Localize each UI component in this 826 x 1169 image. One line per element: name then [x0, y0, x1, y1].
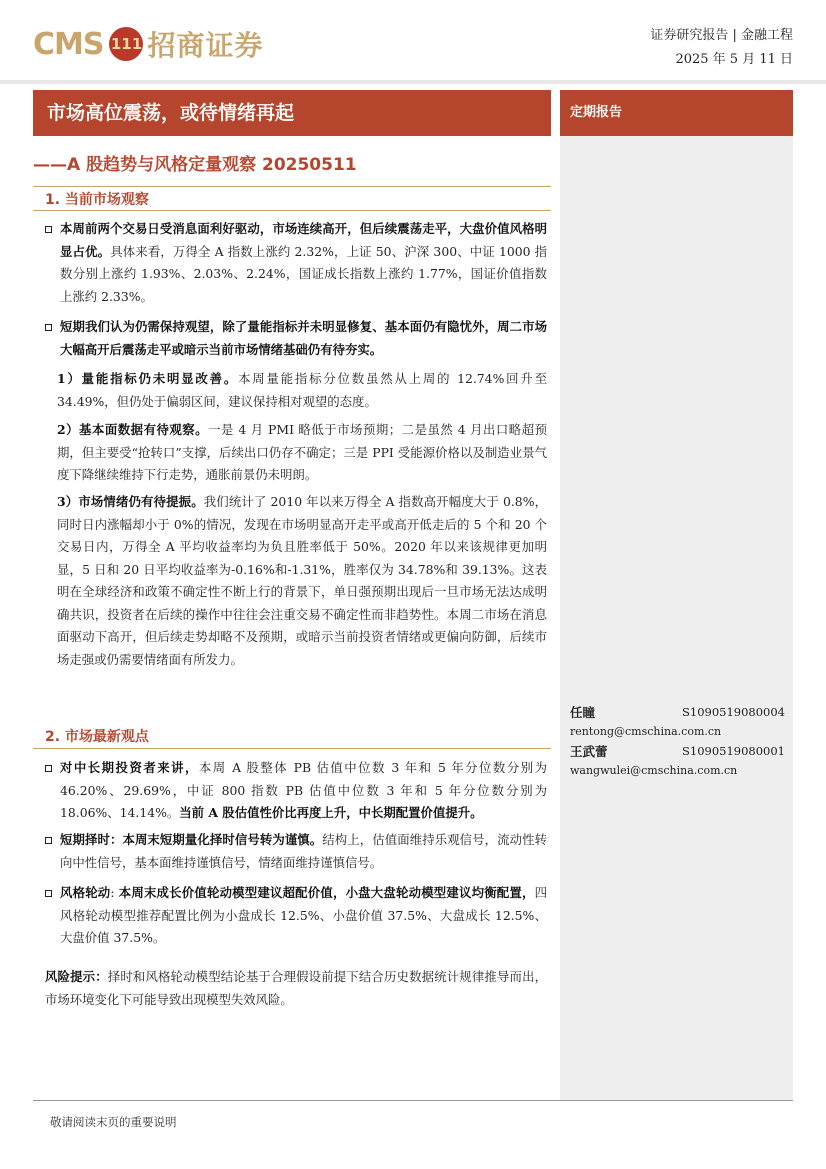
paragraph-lead: 本周末成长价值轮动模型建议超配价值，小盘大盘轮动模型建议均衡配置， — [118, 885, 535, 900]
analyst-card — [570, 703, 785, 741]
bullet-box-icon — [45, 765, 52, 772]
paragraph-text: 一是 4 月 PMI 略低于市场预期；二是虽然 4 月出口略超预期，但主要受“抢转口”支撑，后续出口仍存不确定；三是 PPI 受能源价格以及制造业景气度下降继续维持下行走势，通胀前景仍未明朗。 — [57, 422, 547, 482]
paragraph-lead: 1）量能指标仍未明显改善。 — [57, 371, 239, 386]
logo-emblem-icon: 111 — [109, 27, 143, 61]
analyst-email: wangwulei@cmschina.com.cn — [570, 764, 738, 777]
analyst-id: S1090519080001 — [682, 744, 785, 758]
paragraph — [45, 829, 547, 874]
paragraph-text: 本周量能指标分位数虽然从上周的 12.74%回升至 34.49%，但仍处于偏弱区间，建议保持相对观望的态度。 — [57, 371, 547, 409]
paragraph-text: 四风格轮动模型推荐配置比例为小盘成长 12.5%、小盘价值 37.5%、大盘成长 12.5%、大盘价值 37.5%。 — [60, 885, 548, 945]
report-date: 2025 年 5 月 11 日 — [675, 52, 793, 67]
paragraph-text: 结构上，估值面维持乐观信号，流动性转向中性信号，基本面维持谨慎信号，情绪面维持谨慎信号。 — [60, 832, 548, 870]
report-meta — [650, 24, 793, 72]
section-heading: 2. 市场最新观点 — [45, 729, 149, 745]
section-divider — [33, 748, 551, 749]
risk-label: 风险提示： — [45, 969, 108, 984]
report-title: 市场高位震荡，或待情绪再起 — [33, 90, 551, 136]
paragraph — [57, 419, 547, 487]
paragraph-text: 具体来看，万得全 A 指数上涨约 2.32%，上证 50、沪深 300、中证 1000 指数分别上涨约 1.93%、2.03%、2.24%，国证成长指数上涨约 1.77%，国证价值指数上涨约 2.33%。 — [60, 243, 547, 304]
section-divider — [33, 186, 551, 187]
side-band-label: 定期报告 — [560, 90, 793, 136]
paragraph-lead: 本周前两个交易日受消息面利好驱动，市场连续高开，但后续震荡走平，大盘价值风格明显占优。 — [60, 221, 547, 259]
paragraph — [45, 316, 547, 361]
header-divider — [0, 80, 826, 84]
section-heading: 1. 当前市场观察 — [45, 192, 149, 208]
paragraph-lead: 短期我们认为仍需保持观望，除了量能指标并未明显修复、基本面仍有隐忧外，周二市场大幅高开后震荡走平或暗示当前市场情绪基础仍有待夯实。 — [60, 319, 547, 357]
paragraph — [45, 757, 547, 825]
paragraph-lead: 短期择时：本周末短期量化择时信号转为谨慎。 — [60, 832, 323, 847]
paragraph-conclusion: 当前 A 股估值性价比再度上升，中长期配置价值提升。 — [179, 805, 483, 820]
analyst-card — [570, 742, 785, 780]
analyst-name: 王武蕾 — [570, 744, 608, 759]
paragraph — [45, 882, 547, 950]
logo-cms-text: CMS — [33, 26, 104, 62]
footer-note: 敬请阅读末页的重要说明 — [50, 1115, 177, 1129]
bullet-box-icon — [45, 324, 52, 331]
section-divider — [33, 210, 551, 211]
risk-warning — [45, 966, 547, 1011]
paragraph-lead: 3）市场情绪仍有待提振。 — [57, 494, 204, 509]
paragraph-lead: 对中长期投资者来讲， — [60, 760, 199, 775]
bullet-box-icon — [45, 226, 52, 233]
analyst-email: rentong@cmschina.com.cn — [570, 725, 722, 738]
paragraph-lead: 2）基本面数据有待观察。 — [57, 422, 209, 437]
analyst-id: S1090519080004 — [682, 705, 785, 719]
analyst-name: 任瞳 — [570, 705, 596, 720]
report-subtitle: ——A 股趋势与风格定量观察 20250511 — [33, 155, 357, 175]
paragraph-sep: : — [110, 885, 119, 900]
paragraph-text: 本周 A 股整体 PB 估值中位数 3 年和 5 年分位数分别为 46.20%、29.69%，中证 800 指数 PB 估值中位数 3 年和 5 年分位数分别为 18.06%、14.14%。 — [60, 760, 547, 820]
paragraph — [45, 218, 547, 308]
bullet-box-icon — [45, 890, 52, 897]
report-type: 证券研究报告 | 金融工程 — [650, 28, 793, 43]
paragraph-lead: 风格轮动 — [60, 885, 111, 900]
footer-divider — [33, 1100, 793, 1101]
side-panel — [560, 136, 793, 1100]
bullet-box-icon — [45, 837, 52, 844]
logo-chinese-name: 招商证券 — [147, 29, 264, 62]
company-logo — [33, 26, 264, 62]
paragraph — [57, 368, 547, 413]
paragraph-text: 我们统计了 2010 年以来万得全 A 指数高开幅度大于 0.8%，同时日内涨幅却小于 0%的情况，发现在市场明显高开走平或高开低走后的 5 个和 20 个交易日内，万得全 A 平均收益率均为负且胜率低于 50%。2020 年以来该规律更加明显，5 日和 20 日平均收益率为-0.16%和-1.31%，胜率仅为 34.78%和 39.13%。这表明在全球经济和政策不确定性不断上行的背景下，单日强预期出现后一旦市场无法达成明确共识，投资者在后续的操作中往往会注重交易不确定性而非趋势性。本周二市场在消息面驱动下高开，但后续走势却略不及预期，或暗示当前投资者情绪或更偏向防御，后续市场走强或仍需要情绪面有所发力。 — [57, 494, 548, 667]
risk-text: 择时和风格轮动模型结论基于合理假设前提下结合历史数据统计规律推导而出，市场环境变化下可能导致出现模型失效风险。 — [45, 969, 548, 1007]
paragraph — [57, 491, 547, 671]
